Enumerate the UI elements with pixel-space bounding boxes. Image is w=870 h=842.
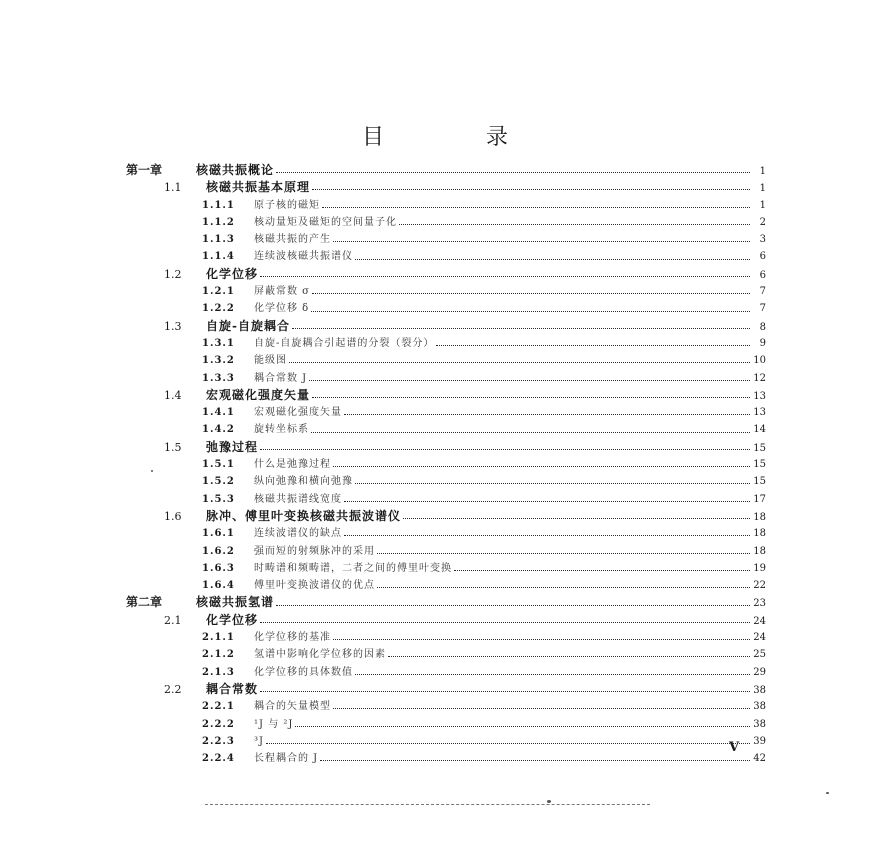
toc-entry-number: 1.4.1 [202, 407, 235, 419]
toc-entry-number: 1.6.4 [202, 580, 235, 592]
toc-entry-page: 38 [753, 718, 766, 730]
toc-entry-page: 2 [759, 216, 766, 228]
toc-entry-sub [126, 577, 766, 594]
toc-dot-leader [355, 674, 750, 675]
toc-entry-number: 2.2.2 [202, 718, 235, 730]
toc-entry-number: 1.6.2 [202, 545, 235, 557]
toc-entry-title: ³J [254, 735, 265, 747]
toc-dot-leader [276, 172, 750, 173]
toc-dot-leader [344, 535, 750, 536]
toc-dot-leader [260, 276, 750, 277]
toc-entry-number: 1.1.4 [202, 251, 235, 263]
toc-entry-page: 7 [759, 286, 766, 298]
toc-dot-leader [403, 518, 750, 519]
toc-entry-chapter [126, 594, 766, 611]
toc-entry-title: 耦合常数 [206, 681, 259, 696]
toc-dot-leader [309, 380, 750, 381]
toc-entry-page: 13 [753, 407, 766, 419]
toc-entry-title: 屏蔽常数 σ [254, 286, 311, 298]
toc-dot-leader [333, 466, 750, 467]
toc-entry-sub [126, 370, 766, 387]
toc-entry-sub [126, 300, 766, 317]
toc-entry-title: 耦合常数 J [254, 372, 308, 384]
toc-dot-leader [320, 760, 750, 761]
toc-entry-title: 脉冲、傅里叶变换核磁共振波谱仪 [206, 508, 402, 523]
toc-entry-page: 10 [753, 355, 766, 367]
toc-entry-number: 1.3.1 [202, 337, 235, 349]
toc-entry-number: 1.6.1 [202, 528, 235, 540]
toc-entry-page: 17 [753, 493, 766, 505]
toc-entry-sub [126, 525, 766, 542]
toc-entry-number: 1.2.2 [202, 303, 235, 315]
toc-entry-page: 12 [753, 372, 766, 384]
toc-dot-leader [266, 743, 750, 744]
toc-entry-title: 强而短的射频脉冲的采用 [254, 545, 375, 557]
toc-entry-sub [126, 404, 766, 421]
toc-entry-number: 1.5 [164, 440, 182, 454]
toc-entry-number: 1.2.1 [202, 286, 235, 298]
toc-dot-leader [295, 726, 750, 727]
toc-entry-sub [126, 733, 766, 750]
toc-entry-number: 1.3 [164, 319, 182, 333]
toc-entry-number: 1.6.3 [202, 562, 235, 574]
toc-entry-number: 1.2 [164, 267, 182, 281]
toc-entry-title: 原子核的磁矩 [254, 199, 320, 211]
scan-edge-line [205, 804, 650, 805]
toc-entry-page: 15 [753, 442, 766, 454]
toc-entry-page: 15 [753, 476, 766, 488]
toc-entry-section [126, 318, 766, 335]
toc-entry-sub [126, 629, 766, 646]
toc-entry-sub [126, 248, 766, 265]
toc-entry-chapter [126, 162, 766, 179]
toc-dot-leader [312, 293, 750, 294]
toc-entry-title: 傅里叶变换波谱仪的优点 [254, 580, 375, 592]
scan-speck [547, 800, 551, 803]
toc-entry-page: 14 [753, 424, 766, 436]
toc-entry-sub [126, 352, 766, 369]
toc-entry-sub [126, 543, 766, 560]
toc-dot-leader [260, 691, 750, 692]
toc-entry-page: 19 [753, 562, 766, 574]
toc-entry-title: 化学位移的具体数值 [254, 666, 353, 678]
toc-dot-leader [377, 553, 750, 554]
toc-entry-title: 核磁共振基本原理 [206, 180, 311, 195]
toc-entry-number: 1.3.3 [202, 372, 235, 384]
toc-entry-number: 2.2 [164, 682, 182, 696]
toc-dot-leader [312, 189, 750, 190]
toc-entry-title: 旋转坐标系 [254, 424, 309, 436]
toc-entry-page: 23 [753, 598, 766, 610]
toc-entry-sub [126, 664, 766, 681]
toc-entry-number: 1.1 [164, 181, 182, 195]
toc-entry-sub [126, 473, 766, 490]
toc-entry-page: 38 [753, 701, 766, 713]
toc-entry-page: 1 [759, 166, 766, 177]
toc-entry-number: 1.5.2 [202, 476, 235, 488]
toc-entry-section [126, 439, 766, 456]
toc-dot-leader [260, 622, 750, 623]
toc-dot-leader [312, 397, 750, 398]
toc-entry-title: 核磁共振概论 [196, 163, 275, 177]
toc-entry-section [126, 266, 766, 283]
toc-entry-sub [126, 421, 766, 438]
toc-dot-leader [333, 639, 750, 640]
toc-dot-leader [333, 241, 750, 242]
toc-entry-number: 1.1.3 [202, 234, 235, 246]
toc-entry-section [126, 612, 766, 629]
toc-dot-leader [399, 224, 750, 225]
toc-entry-number: 2.2.4 [202, 753, 235, 765]
toc-entry-number: 1.5.1 [202, 459, 235, 471]
scan-speck [151, 470, 153, 472]
toc-entry-title: 化学位移 δ [254, 303, 310, 315]
toc-dot-leader [377, 587, 750, 588]
toc-entry-title: 连续波谱仪的缺点 [254, 528, 342, 540]
page-folio: V [729, 740, 740, 755]
toc-entry-title: 自旋-自旋耦合引起谱的分裂（裂分） [254, 337, 435, 349]
toc-entry-page: 6 [759, 251, 766, 263]
toc-entry-page: 3 [759, 234, 766, 246]
page-title: 目 录 [361, 125, 548, 150]
toc-entry-sub [126, 716, 766, 733]
toc-entry-section [126, 681, 766, 698]
toc-entry-title: 什么是弛豫过程 [254, 459, 331, 471]
toc-entry-section [126, 179, 766, 196]
toc-entry-page: 8 [759, 321, 766, 333]
toc-dot-leader [311, 432, 750, 433]
toc-entry-page: 29 [753, 666, 766, 678]
toc-dot-leader [260, 449, 750, 450]
toc-dot-leader [436, 345, 750, 346]
toc-dot-leader [454, 570, 750, 571]
toc-dot-leader [355, 483, 750, 484]
toc-entry-number: 1.4.2 [202, 424, 235, 436]
toc-dot-leader [322, 207, 750, 208]
toc-entry-number: 1.5.3 [202, 493, 235, 505]
toc-dot-leader [292, 328, 750, 329]
toc-entry-page: 38 [753, 684, 766, 696]
toc-entry-number: 2.1.2 [202, 649, 235, 661]
toc-entry-title: 能级图 [254, 355, 287, 367]
toc-entry-title: 宏观磁化强度矢量 [206, 387, 311, 402]
toc-entry-title: 连续波核磁共振谱仪 [254, 251, 353, 263]
toc-dot-leader [311, 311, 750, 312]
toc-entry-number: 第二章 [126, 595, 163, 610]
toc-entry-title: 时畴谱和频畴谱，二者之间的傅里叶变换 [254, 562, 452, 574]
toc-entry-page: 9 [759, 337, 766, 349]
toc-entry-title: 弛豫过程 [206, 439, 259, 454]
toc-entry-number: 1.6 [164, 509, 182, 523]
toc-entry-section [126, 387, 766, 404]
toc-entry-sub [126, 456, 766, 473]
toc-entry-sub [126, 560, 766, 577]
toc-entry-number: 第一章 [126, 163, 163, 177]
toc-entry-number: 1.1.2 [202, 216, 235, 228]
toc-entry-page: 18 [753, 528, 766, 540]
toc-entry-page: 24 [753, 615, 766, 627]
toc-entry-number: 2.2.3 [202, 735, 235, 747]
toc-dot-leader [289, 362, 750, 363]
toc-entry-title: 化学位移的基准 [254, 632, 331, 644]
toc-entry-sub [126, 283, 766, 300]
table-of-contents [126, 162, 766, 767]
toc-entry-title: 化学位移 [206, 266, 259, 281]
toc-entry-page: 15 [753, 459, 766, 471]
toc-entry-title: 自旋-自旋耦合 [206, 318, 290, 333]
toc-entry-number: 1.4 [164, 388, 182, 402]
toc-entry-title: 核动量矩及磁矩的空间量子化 [254, 216, 397, 228]
toc-dot-leader [344, 501, 750, 502]
toc-entry-number: 2.2.1 [202, 701, 235, 713]
toc-dot-leader [333, 708, 750, 709]
toc-entry-title: ¹J 与 ²J [254, 718, 294, 730]
toc-entry-page: 42 [753, 753, 766, 765]
toc-entry-number: 2.1.3 [202, 666, 235, 678]
toc-entry-sub [126, 750, 766, 767]
toc-entry-page: 1 [759, 183, 766, 195]
toc-entry-sub [126, 214, 766, 231]
toc-entry-title: 耦合的矢量模型 [254, 701, 331, 713]
toc-dot-leader [388, 656, 750, 657]
toc-entry-section [126, 508, 766, 525]
toc-entry-sub [126, 335, 766, 352]
toc-entry-sub [126, 231, 766, 248]
toc-entry-page: 7 [759, 303, 766, 315]
toc-entry-title: 纵向弛豫和横向弛豫 [254, 476, 353, 488]
toc-entry-page: 6 [759, 269, 766, 281]
toc-entry-page: 13 [753, 390, 766, 402]
toc-entry-page: 18 [753, 545, 766, 557]
toc-entry-page: 18 [753, 511, 766, 523]
toc-entry-sub [126, 197, 766, 214]
toc-entry-number: 1.3.2 [202, 355, 235, 367]
toc-entry-title: 核磁共振氢谱 [196, 595, 275, 610]
toc-dot-leader [355, 259, 750, 260]
toc-entry-sub [126, 646, 766, 663]
toc-entry-number: 1.1.1 [202, 199, 235, 211]
toc-entry-title: 长程耦合的 J [254, 753, 319, 765]
toc-entry-page: 25 [753, 649, 766, 661]
toc-entry-sub [126, 698, 766, 715]
toc-dot-leader [276, 605, 750, 606]
toc-entry-page: 39 [753, 735, 766, 747]
toc-entry-title: 核磁共振的产生 [254, 234, 331, 246]
toc-entry-title: 核磁共振谱线宽度 [254, 493, 342, 505]
toc-entry-number: 2.1 [164, 613, 182, 627]
toc-entry-number: 2.1.1 [202, 632, 235, 644]
toc-entry-title: 宏观磁化强度矢量 [254, 407, 342, 419]
toc-dot-leader [344, 414, 750, 415]
toc-entry-title: 化学位移 [206, 612, 259, 627]
toc-entry-title: 氢谱中影响化学位移的因素 [254, 649, 386, 661]
toc-entry-page: 22 [753, 580, 766, 592]
toc-entry-page: 24 [753, 632, 766, 644]
toc-entry-sub [126, 491, 766, 508]
scan-speck [826, 792, 829, 794]
toc-entry-page: 1 [759, 199, 766, 211]
